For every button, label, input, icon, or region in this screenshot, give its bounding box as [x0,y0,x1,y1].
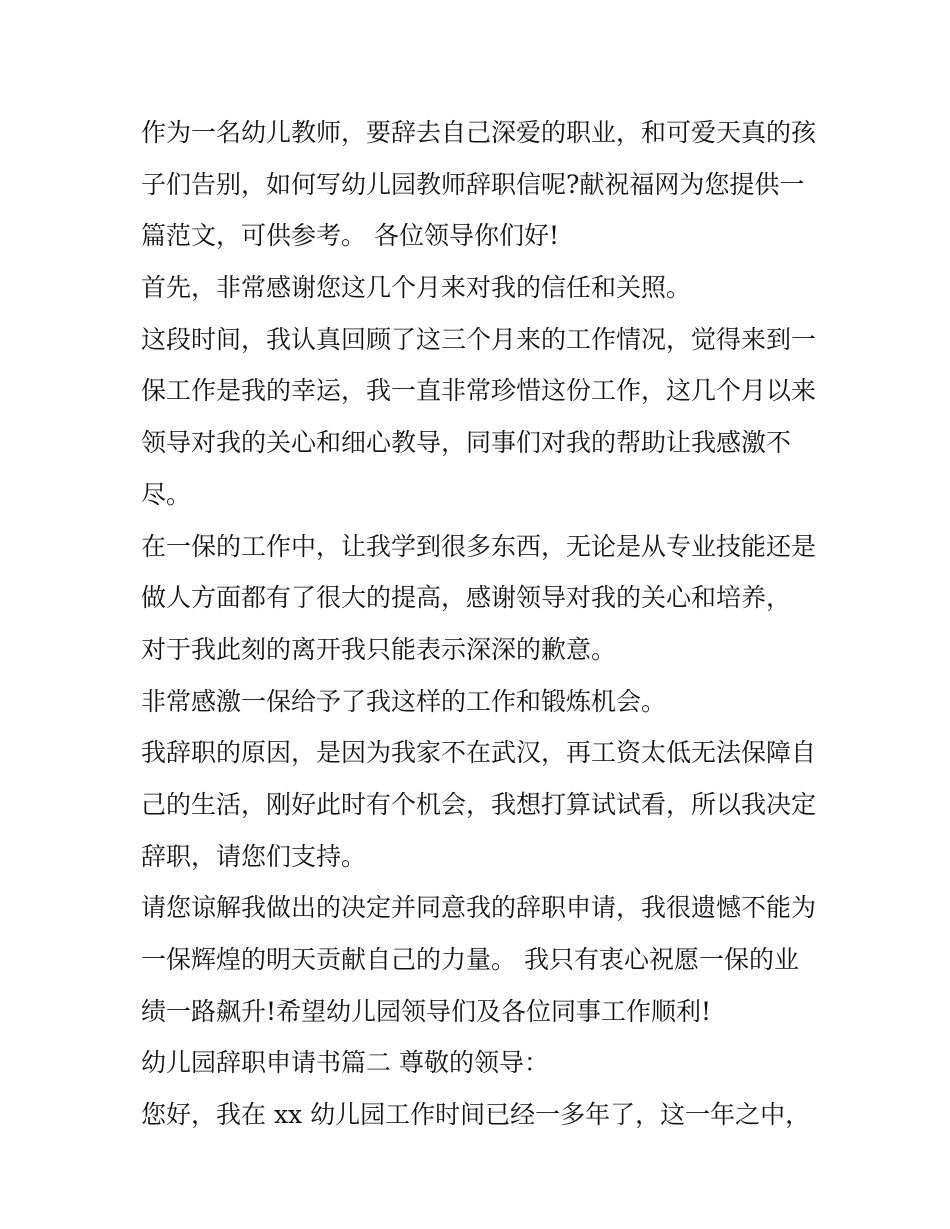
text-line: 在一保的工作中，让我学到很多东西，无论是从专业技能还是 [141,531,817,561]
text-line: 这段时间，我认真回顾了这三个月来的工作情况，觉得来到一 [141,324,817,354]
text-line: 非常感激一保给予了我这样的工作和锻炼机会。 [141,686,667,716]
paragraph-reason [141,727,821,882]
text-line: 首先，非常感谢您这几个月来对我的信任和关照。 [141,273,692,303]
text-line: 对于我此刻的离开我只能表示深深的歉意。 [141,634,617,664]
text-line: 己的生活，刚好此时有个机会，我想打算试试看，所以我决定 [141,789,817,819]
text-line: 一保辉煌的明天贡献自己的力量。 我只有衷心祝愿一保的业 [141,945,799,974]
text-line: 领导对我的关心和细心教导，同事们对我的帮助让我感激不 [141,428,792,458]
text-line: 尽。 [141,479,192,509]
paragraph-intro [141,107,821,262]
text-line: 绩一路飙升!希望幼儿园领导们及各位同事工作顺利! [141,996,712,1026]
text-line: 作为一名幼儿教师，要辞去自己深爱的职业，和可爱天真的孩 [141,118,817,147]
text-line: 您好，我在 xx 幼儿园工作时间已经一多年了，这一年之中， [141,1100,811,1130]
text-line: 我辞职的原因，是因为我家不在武汉，再工资太低无法保障自 [141,738,817,768]
text-line: 做人方面都有了很大的提高，感谢领导对我的关心和培养， [141,583,792,613]
paragraph-second-letter [141,1089,821,1141]
paragraph-learning [141,521,821,676]
paragraph-request [141,882,821,1037]
text-line: 请您谅解我做出的决定并同意我的辞职申请，我很遗憾不能为 [141,893,817,923]
text-line: 保工作是我的幸运，我一直非常珍惜这份工作，这几个月以来 [141,376,817,406]
paragraph-gratitude [141,676,821,728]
text-line: 子们告别，如何写幼儿园教师辞职信呢?献祝福网为您提供一 [141,169,805,199]
section-heading [141,1037,821,1089]
text-line: 辞职，请您们支持。 [141,841,367,871]
text-line: 篇范文，可供参考。 各位领导你们好! [141,221,559,251]
paragraph-thanks [141,262,821,314]
text-line: 幼儿园辞职申请书篇二 尊敬的领导： [141,1048,549,1078]
document-body [141,107,821,1141]
paragraph-review [141,314,821,521]
